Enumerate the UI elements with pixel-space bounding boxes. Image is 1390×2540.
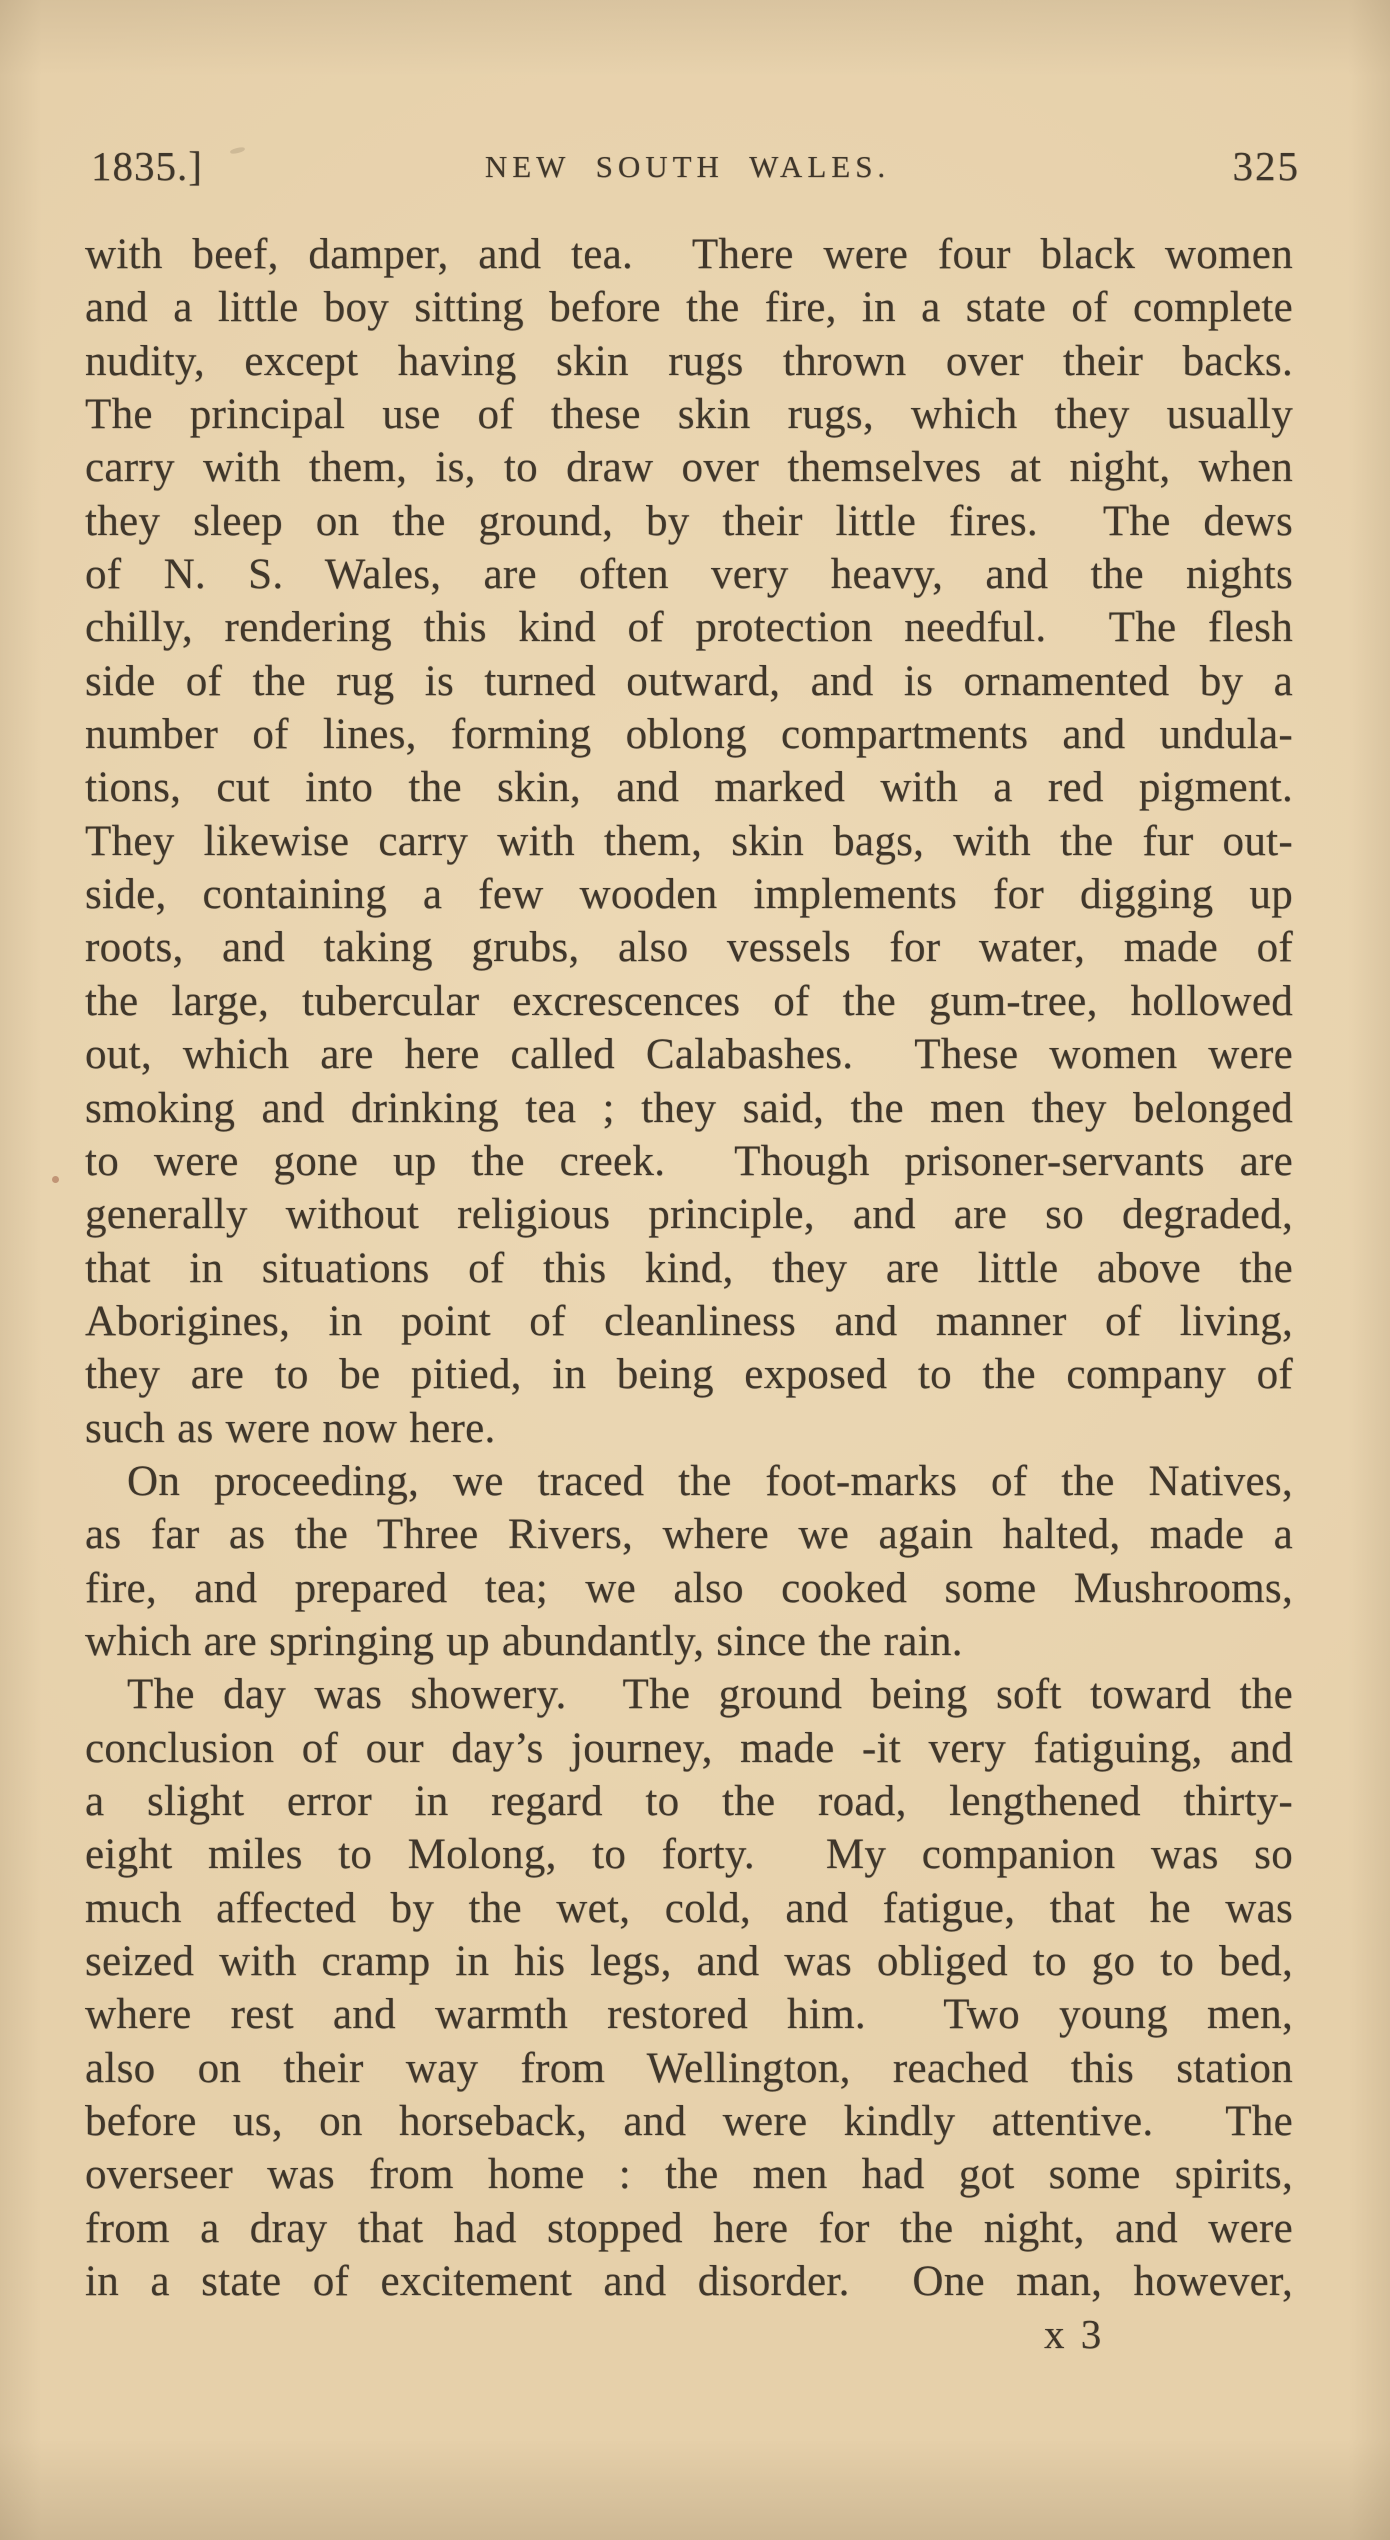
text-line: smoking and drinking tea ; they said, the men they belonged: [85, 1084, 1293, 1132]
text-line: conclusion of our day’s journey, made -it very fatiguing, and: [85, 1724, 1293, 1772]
text-line: also on their way from Wellington, reached this station: [85, 2044, 1293, 2092]
text-line: to were gone up the creek. Though prisoner-servants are: [85, 1137, 1293, 1185]
text-line: where rest and warmth restored him. Two young men,: [85, 1991, 1293, 2039]
header-year: 1835.]: [91, 143, 203, 189]
text-line: seized with cramp in his legs, and was obliged to go to bed,: [85, 1938, 1293, 1985]
text-line: that in situations of this kind, they are little above the: [85, 1244, 1293, 1292]
text-line: out, which are here called Calabashes. These women were: [85, 1031, 1293, 1079]
scan-speck: [52, 1176, 59, 1183]
text-line: in a state of excitement and disorder. One man, however,: [85, 2258, 1293, 2306]
text-line: overseer was from home : the men had got some spirits,: [85, 2151, 1293, 2199]
text-line: before us, on horseback, and were kindly attentive. The: [85, 2098, 1293, 2146]
text-line: from a dray that had stopped here for the night, and were: [85, 2204, 1293, 2252]
text-line: roots, and taking grubs, also vessels for water, made of: [85, 924, 1293, 972]
text-line: Aborigines, in point of cleanliness and manner of living,: [85, 1297, 1293, 1345]
header-title: NEW SOUTH WALES.: [484, 149, 891, 184]
text-line: side of the rug is turned outward, and is ornamented by a: [85, 657, 1293, 705]
text-line: as far as the Three Rivers, where we again halted, made a: [85, 1511, 1293, 1559]
text-line: tions, cut into the skin, and marked with a red pigment.: [85, 764, 1293, 812]
text-line: and a little boy sitting before the fire, in a state of complete: [85, 284, 1293, 332]
text-line: a slight error in regard to the road, lengthened thirty-: [85, 1777, 1293, 1825]
signature-mark: x 3: [1044, 2311, 1105, 2357]
text-line: The principal use of these skin rugs, which they usually: [85, 391, 1293, 439]
text-line: they sleep on the ground, by their little fires. The dews: [85, 497, 1293, 545]
text-line: much affected by the wet, cold, and fatigue, that he was: [85, 1884, 1293, 1932]
text-line: of N. S. Wales, are often very heavy, and the nights: [85, 551, 1293, 599]
page-header: [85, 142, 1302, 200]
text-line: the large, tubercular excrescences of the gum-tree, hollowed: [85, 977, 1293, 1025]
text-line: side, containing a few wooden implements for digging up: [85, 871, 1293, 919]
text-line: number of lines, forming oblong compartments and undula-: [85, 711, 1293, 759]
text-line: eight miles to Molong, to forty. My companion was so: [85, 1831, 1293, 1879]
text-line: chilly, rendering this kind of protection needful. The flesh: [85, 604, 1293, 652]
text-line: nudity, except having skin rugs thrown over their backs.: [85, 337, 1293, 385]
text-line: which are springing up abundantly, since the rain.: [85, 1617, 963, 1665]
body-text: [85, 228, 1293, 2308]
text-line: carry with them, is, to draw over themselves at night, when: [85, 444, 1293, 492]
text-line: On proceeding, we traced the foot-marks of the Natives,: [127, 1457, 1293, 1505]
text-line: fire, and prepared tea; we also cooked some Mushrooms,: [85, 1564, 1293, 1612]
text-line: they are to be pitied, in being exposed to the company of: [85, 1351, 1293, 1399]
text-line: They likewise carry with them, skin bags, with the fur out-: [85, 817, 1293, 865]
text-line: generally without religious principle, and are so degraded,: [85, 1191, 1293, 1239]
header-page-number: 325: [1232, 143, 1300, 189]
text-line: with beef, damper, and tea. There were four black women: [85, 231, 1293, 278]
text-line: such as were now here.: [85, 1404, 496, 1452]
text-line: The day was showery. The ground being soft toward the: [127, 1671, 1293, 1719]
